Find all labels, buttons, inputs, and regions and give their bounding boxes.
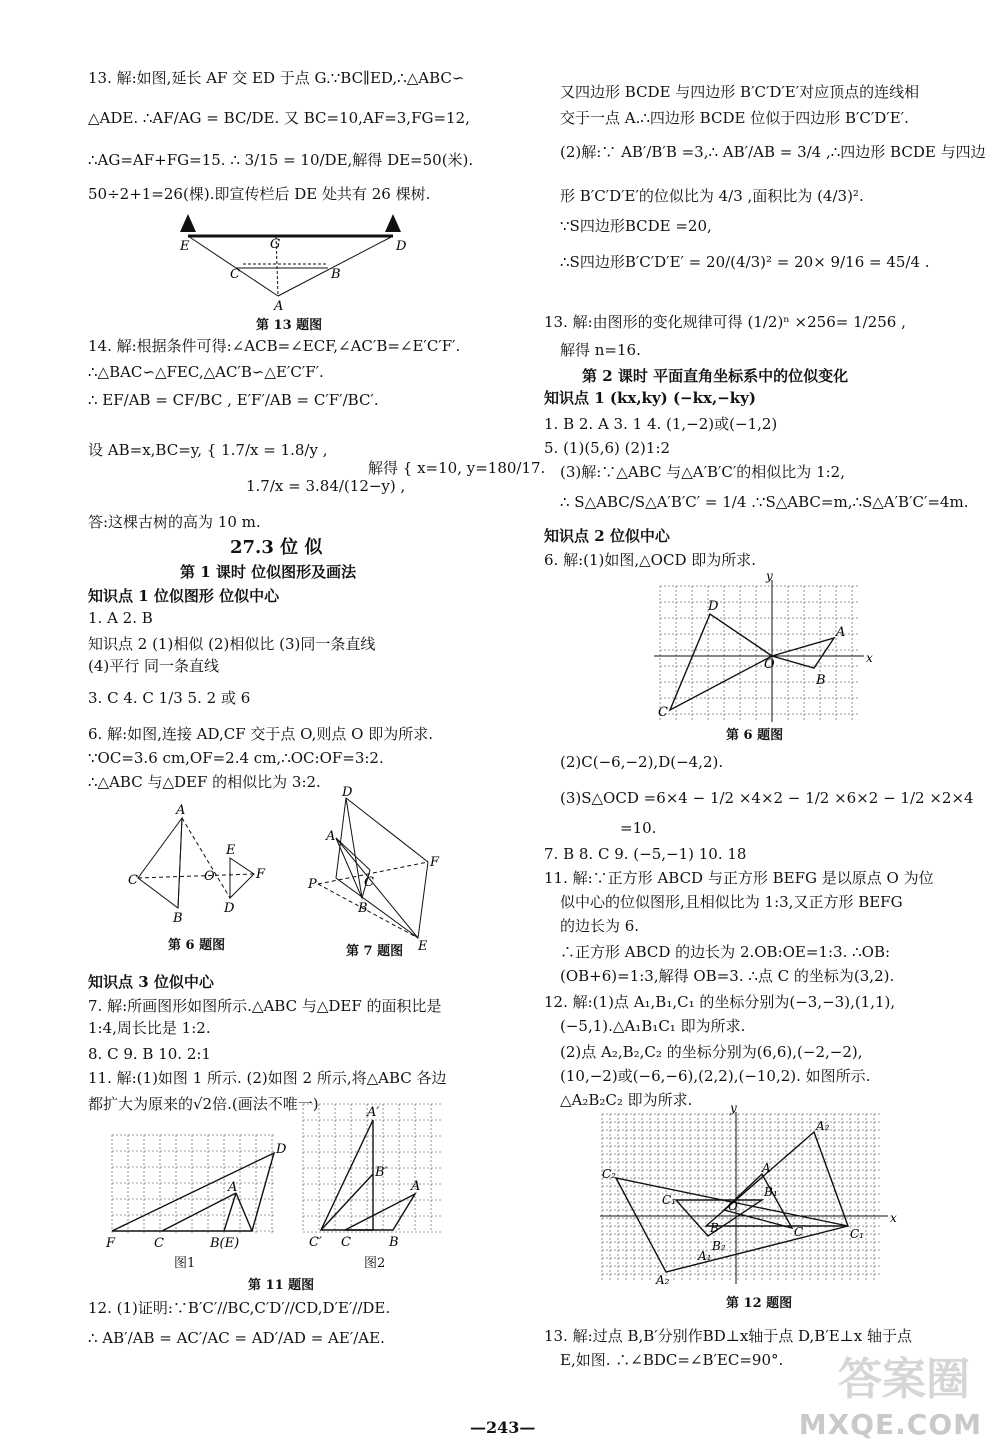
text-line: E,如图. ∴∠BDC=∠B′EC=90°. — [560, 1351, 784, 1369]
svg-text:O: O — [728, 1199, 738, 1213]
text-line: 交于一点 A.∴四边形 BCDE 位似于四边形 B′C′D′E′. — [560, 109, 909, 127]
figure-11-grid-1 — [106, 1123, 306, 1253]
figure-6-coordinate-grid — [650, 569, 873, 726]
svg-text:A: A — [836, 625, 846, 640]
text-line: 13. 解:过点 B,B′分别作BD⊥x轴于点 D,B′E⊥x 轴于点 — [544, 1327, 913, 1345]
answer-line: 1. B 2. A 3. 1 4. (1,−2)或(−1,2) — [544, 415, 778, 433]
page-number: —243— — [470, 1418, 536, 1437]
text-line: 13. 解:如图,延长 AF 交 ED 于点 G.∵BC∥ED,∴△ABC∽ — [88, 69, 465, 87]
text-line: △A₂B₂C₂ 即为所求. — [560, 1091, 693, 1109]
text-line: (2)C(−6,−2),D(−4,2). — [560, 753, 724, 771]
svg-text:C: C — [230, 267, 240, 282]
text-line: 都扩大为原来的√2倍.(画法不唯一) — [88, 1095, 319, 1113]
svg-text:O: O — [204, 869, 215, 884]
svg-text:B′: B′ — [375, 1165, 388, 1180]
svg-text:C: C — [794, 1225, 804, 1239]
text-line: ∴正方形 ABCD 的边长为 2.OB:OE=1:3. ∴OB: — [560, 943, 891, 961]
svg-text:F: F — [256, 867, 266, 882]
svg-text:B: B — [173, 911, 183, 926]
svg-text:C: C — [364, 875, 374, 890]
text-line: ∴△BAC∽△FEC,△AC′B∽△E′C′F′. — [88, 363, 324, 381]
svg-text:P: P — [308, 877, 317, 892]
answer-line: 8. C 9. B 10. 2:1 — [88, 1045, 211, 1063]
text-line: ∴ EF/AB = CF/BC , E′F′/AB = C′F′/BC′. — [88, 391, 379, 409]
text-line: 6. 解:如图,连接 AD,CF 交于点 O,则点 O 即为所求. — [88, 725, 433, 743]
svg-text:C₁: C₁ — [662, 1193, 676, 1207]
text-line: ∴AG=AF+FG=15. ∴ 3/15 = 10/DE,解得 DE=50(米). — [88, 151, 474, 169]
figure-12-coordinate-grid — [596, 1101, 897, 1288]
text-line: ∴ AB′/AB = AC′/AC = AD′/AD = AE′/AE. — [88, 1329, 385, 1347]
text-line: 形 B′C′D′E′的位似比为 4/3 ,面积比为 (4/3)². — [560, 187, 864, 205]
svg-text:O: O — [764, 657, 775, 672]
figure-caption: 第 11 题图 — [248, 1278, 315, 1293]
text-line: (3)S△OCD =6×4 − 1/2 ×4×2 − 1/2 ×6×2 − 1/2 ×2×4 — [560, 789, 974, 807]
svg-text:E: E — [418, 939, 428, 954]
svg-text:B(E): B(E) — [210, 1236, 240, 1251]
text-line: ∴△ABC 与△DEF 的相似比为 3:2. — [88, 773, 321, 791]
text-line: 设 AB=x,BC=y, { 1.7/x = 1.8/y , — [88, 441, 328, 459]
answer-line: 5. (1)(5,6) (2)1:2 — [544, 439, 671, 457]
text-line: 13. 解:由图形的变化规律可得 (1/2)ⁿ ×256= 1/256 , — [544, 313, 906, 331]
svg-text:B: B — [358, 901, 368, 916]
svg-text:C: C — [154, 1236, 164, 1251]
svg-text:B: B — [710, 1221, 719, 1235]
svg-text:A: A — [762, 1161, 771, 1175]
text-line: 又四边形 BCDE 与四边形 B′C′D′E′对应顶点的连线相 — [560, 83, 920, 101]
svg-text:B₂: B₂ — [712, 1239, 726, 1253]
text-line: =10. — [620, 819, 657, 837]
svg-text:C₂: C₂ — [602, 1167, 616, 1181]
knowledge-point: 知识点 3 位似中心 — [88, 973, 214, 991]
svg-text:E: E — [226, 843, 236, 858]
text-line: (−5,1).△A₁B₁C₁ 即为所求. — [560, 1017, 746, 1035]
svg-text:D: D — [342, 785, 353, 800]
svg-text:F: F — [430, 855, 440, 870]
svg-text:A: A — [326, 829, 336, 844]
text-line: (OB+6)=1:3,解得 OB=3. ∴点 C 的坐标为(3,2). — [560, 967, 895, 985]
svg-text:y: y — [766, 569, 773, 583]
svg-text:B: B — [389, 1235, 399, 1250]
figure-11-grid-2 — [293, 1098, 453, 1258]
svg-text:F: F — [106, 1236, 116, 1251]
text-line: ∴S四边形B′C′D′E′ = 20/(4/3)² = 20× 9/16 = 45/4 . — [560, 253, 930, 271]
knowledge-point: 知识点 2 (1)相似 (2)相似比 (3)同一条直线 — [88, 635, 376, 653]
answer-line: 3. C 4. C 1/3 5. 2 或 6 — [88, 689, 251, 707]
figure-6-left — [128, 798, 278, 928]
text-line: ∴ S△ABC/S△A′B′C′ = 1/4 .∵S△ABC=m,∴S△A′B′C′=4m. — [560, 493, 969, 511]
text-line: 解得 n=16. — [560, 341, 641, 359]
svg-text:C: C — [341, 1235, 351, 1250]
svg-text:C₁: C₁ — [850, 1227, 864, 1241]
text-line: 1.7/x = 3.84/(12−y) , — [246, 477, 406, 495]
figure-caption: 第 12 题图 — [726, 1296, 793, 1311]
text-line: 14. 解:根据条件可得:∠ACB=∠ECF,∠AC′B=∠E′C′F′. — [88, 337, 461, 355]
text-line: (10,−2)或(−6,−6),(2,2),(−10,2). 如图所示. — [560, 1067, 871, 1085]
svg-text:B: B — [331, 267, 341, 282]
text-line: 6. 解:(1)如图,△OCD 即为所求. — [544, 551, 757, 569]
knowledge-point: 知识点 1 位似图形 位似中心 — [88, 587, 280, 605]
text-line: 的边长为 6. — [560, 917, 640, 935]
section-title: 27.3 位 似 — [230, 537, 323, 558]
text-line: △ADE. ∴AF/AG = BC/DE. 又 BC=10,AF=3,FG=12, — [88, 109, 470, 127]
figure-13 — [168, 206, 408, 316]
answer-line: 1. A 2. B — [88, 609, 153, 627]
text-line: (3)解:∵△ABC 与△A′B′C′的相似比为 1:2, — [560, 463, 845, 481]
svg-text:C: C — [128, 873, 138, 888]
text-line: 12. 解:(1)点 A₁,B₁,C₁ 的坐标分别为(−3,−3),(1,1), — [544, 993, 896, 1011]
text-line: (2)解:∵ AB′/B′B =3,∴ AB′/AB = 3/4 ,∴四边形 BCDE 与四边 — [560, 143, 986, 161]
svg-text:B: B — [816, 673, 826, 688]
svg-text:A′: A′ — [367, 1105, 380, 1120]
svg-text:A₂: A₂ — [656, 1273, 670, 1287]
svg-text:x: x — [866, 651, 873, 665]
watermark-logo: 答案圈 — [838, 1354, 970, 1405]
text-line: 1:4,周长比是 1:2. — [88, 1019, 211, 1037]
text-line: 解得 { x=10, y=180/17. — [368, 459, 546, 477]
watermark-url: MXQE.COM — [798, 1408, 982, 1441]
svg-text:D: D — [396, 239, 407, 254]
figure-caption: 第 6 题图 — [726, 728, 784, 743]
text-line: 7. 解:所画图形如图所示.△ABC 与△DEF 的面积比是 — [88, 997, 442, 1015]
answer-line: 7. B 8. C 9. (−5,−1) 10. 18 — [544, 845, 747, 863]
svg-text:A: A — [228, 1180, 238, 1195]
svg-text:D: D — [276, 1142, 287, 1157]
svg-text:A: A — [274, 299, 284, 314]
svg-text:B₁: B₁ — [764, 1185, 778, 1199]
svg-text:C: C — [658, 705, 668, 720]
svg-text:A: A — [411, 1179, 421, 1194]
svg-text:x: x — [890, 1211, 897, 1225]
lesson-title: 第 1 课时 位似图形及画法 — [180, 563, 357, 581]
text-line: 12. (1)证明:∵B′C′//BC,C′D′//CD,D′E′//DE. — [88, 1299, 391, 1317]
svg-text:G: G — [270, 237, 281, 252]
svg-text:C′: C′ — [309, 1235, 322, 1250]
svg-text:D: D — [224, 901, 235, 916]
svg-text:E: E — [180, 239, 190, 254]
svg-text:A₂: A₂ — [816, 1119, 830, 1133]
figure-label: 图2 — [364, 1256, 386, 1271]
text-line: (2)点 A₂,B₂,C₂ 的坐标分别为(6,6),(−2,−2), — [560, 1043, 863, 1061]
svg-text:A: A — [176, 803, 186, 818]
text-line: ∵S四边形BCDE =20, — [560, 217, 712, 235]
knowledge-point: 知识点 2 位似中心 — [544, 527, 670, 545]
knowledge-point: 知识点 1 (kx,ky) (−kx,−ky) — [544, 389, 756, 407]
text-line: 似中心的位似图形,且相似比为 1:3,又正方形 BEFG — [560, 893, 903, 911]
figure-caption: 第 7 题图 — [346, 944, 404, 959]
text-line: 11. 解:(1)如图 1 所示. (2)如图 2 所示,将△ABC 各边 — [88, 1069, 447, 1087]
svg-text:A₁: A₁ — [698, 1249, 712, 1263]
text-line: ∵OC=3.6 cm,OF=2.4 cm,∴OC:OF=3:2. — [88, 749, 384, 767]
text-line: 答:这棵古树的高为 10 m. — [88, 513, 261, 531]
lesson-title: 第 2 课时 平面直角坐标系中的位似变化 — [582, 367, 849, 385]
text-line: 11. 解:∵正方形 ABCD 与正方形 BEFG 是以原点 O 为位 — [544, 869, 934, 887]
svg-text:y: y — [730, 1101, 737, 1115]
figure-caption: 第 13 题图 — [256, 318, 323, 333]
text-line: (4)平行 同一条直线 — [88, 657, 220, 675]
figure-caption: 第 6 题图 — [168, 938, 226, 953]
figure-label: 图1 — [174, 1256, 196, 1271]
text-line: 50÷2+1=26(棵).即宣传栏后 DE 处共有 26 棵树. — [88, 185, 431, 203]
svg-text:D: D — [708, 599, 719, 614]
